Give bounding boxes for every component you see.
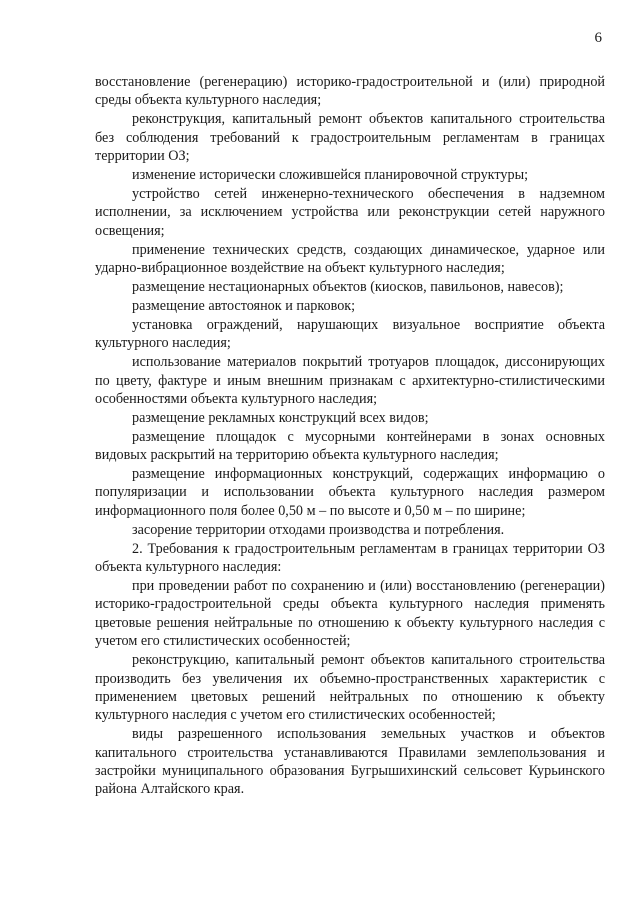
paragraph: размещение нестационарных объектов (киосков, павильонов, навесов); <box>132 278 564 295</box>
paragraph: размещение площадок с мусорными контейнерами в зонах основных видовых раскрытий на территорию объекта культурного наследия; <box>95 428 605 464</box>
paragraph: размещение автостоянок и парковок; <box>132 297 356 314</box>
paragraph: при проведении работ по сохранению и (или) восстановлению (регенерации) историко-градостроительной среды объекта культурного наследия применять цветовые решения нейтральные по отношению к объекту культурного наследия с учетом его стилистических особенностей; <box>95 577 605 650</box>
paragraph: размещение рекламных конструкций всех видов; <box>132 409 429 426</box>
paragraph: применение технических средств, создающих динамическое, ударное или ударно-вибрационное воздействие на объект культурного наследия; <box>95 241 605 277</box>
paragraph: восстановление (регенерацию) историко-градостроительной и (или) природной среды объекта культурного наследия; <box>95 74 605 109</box>
document-body <box>95 73 605 799</box>
section-heading-paragraph: 2. Требования к градостроительным регламентам в границах территории ОЗ объекта культурного наследия: <box>95 540 605 576</box>
paragraph: использование материалов покрытий тротуаров площадок, диссонирующих по цвету, фактуре и иным внешним признакам с архитектурно-стилистическими особенностями объекта культурного наследия; <box>95 354 605 407</box>
paragraph: виды разрешенного использования земельных участков и объектов капитального строительства устанавливаются Правилами землепользования и застройки муниципального образования Бугрышихинский сельсовет Курьинского района Алтайского края. <box>95 726 605 798</box>
paragraph: изменение исторически сложившейся планировочной структуры; <box>132 167 529 184</box>
paragraph: реконструкцию, капитальный ремонт объектов капитального строительства производить без увеличения их объемно-пространственных характеристик с применением цветовых решений нейтральных по отношению к объекту культурного наследия с учетом его стилистических особенностей; <box>95 652 605 724</box>
paragraph: устройство сетей инженерно-технического обеспечения в надземном исполнении, за исключением устройства или реконструкции сетей наружного освещения; <box>95 185 605 239</box>
paragraph: реконструкция, капитальный ремонт объектов капитального строительства без соблюдения требований к градостроительным регламентам в границах территории ОЗ; <box>95 111 605 165</box>
paragraph: засорение территории отходами производства и потребления. <box>132 521 505 538</box>
paragraph: размещение информационных конструкций, содержащих информацию о популяризации и использовании объекта культурного наследия размером информационного поля более 0,50 м – по высоте и 0,50 м – по ширине; <box>95 466 605 519</box>
paragraph: установка ограждений, нарушающих визуальное восприятие объекта культурного наследия; <box>95 316 605 352</box>
page-number: 6 <box>594 30 602 46</box>
